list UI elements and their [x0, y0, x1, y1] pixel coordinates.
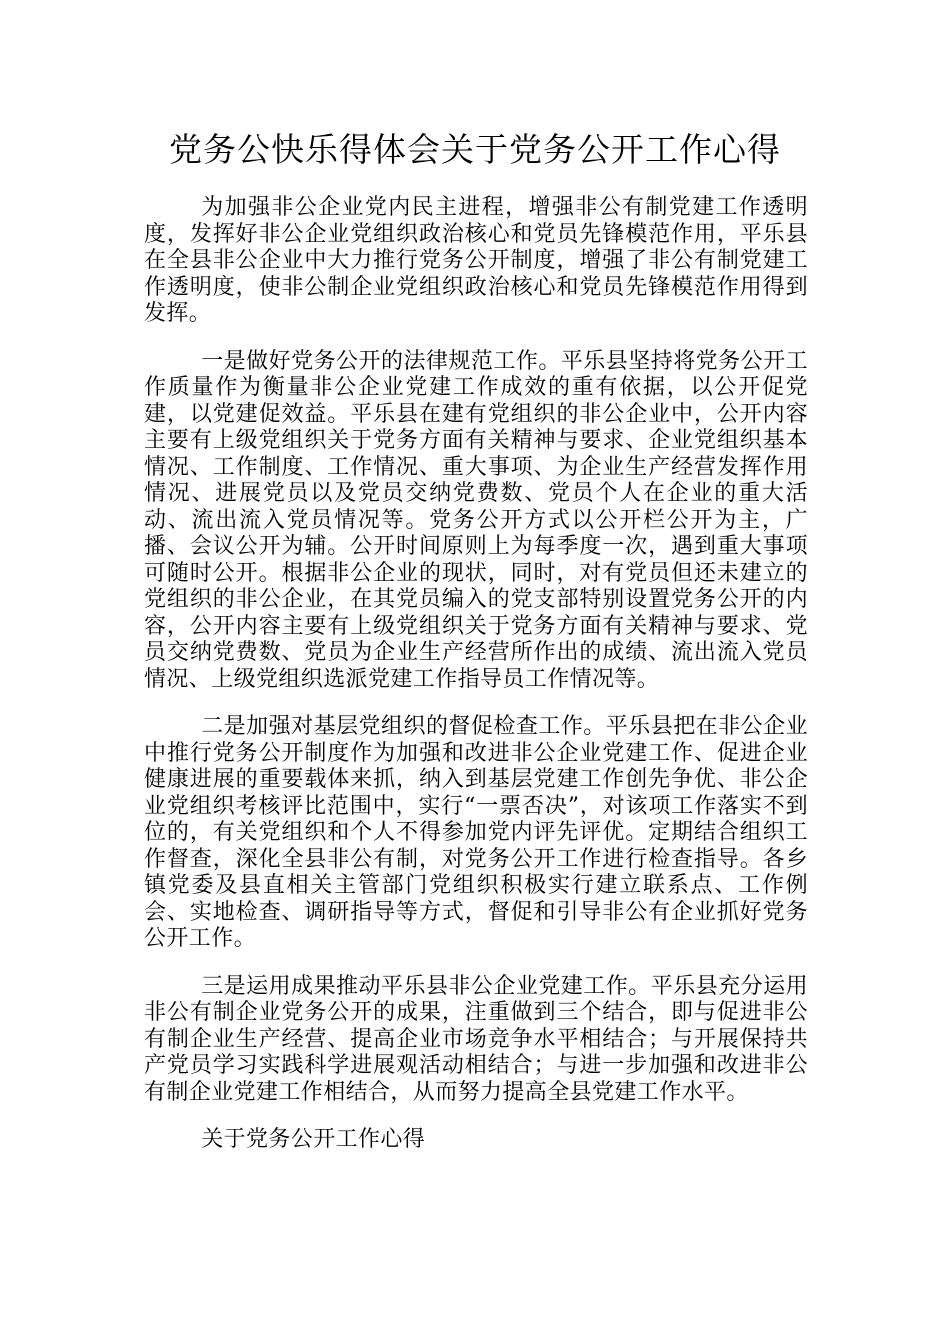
intro-paragraph: 为加强非公企业党内民主进程，增强非公有制党建工作透明度，发挥好非公企业党组织政治核心和党员先锋模范作用，平乐县在全县非公企业中大力推行党务公开制度，增强了非公有制党建工作透明度，使非公制企业党组织政治核心和党员先锋模范作用得到发挥。 [144, 195, 808, 326]
document-body [144, 195, 808, 1175]
point-two-paragraph: 二是加强对基层党组织的督促检查工作。平乐县把在非公企业中推行党务公开制度作为加强和改进非公企业党建工作、促进企业健康进展的重要载体来抓，纳入到基层党建工作创先争优、非公企业党组织考核评比范围中，实行“一票否决”，对该项工作落实不到位的，有关党组织和个人不得参加党内评先评优。定期结合组织工作督查，深化全县非公有制，对党务公开工作进行检查指导。各乡镇党委及县直相关主管部门党组织积极实行建立联系点、工作例会、实地检查、调研指导等方式，督促和引导非公有企业抓好党务公开工作。 [144, 714, 808, 951]
point-one-paragraph: 一是做好党务公开的法律规范工作。平乐县坚持将党务公开工作质量作为衡量非公企业党建工作成效的重有依据，以公开促党建，以党建促效益。平乐县在建有党组织的非公企业中，公开内容主要有上级党组织关于党务方面有关精神与要求、企业党组织基本情况、工作制度、工作情况、重大事项、为企业生产经营发挥作用情况、进展党员以及党员交纳党费数、党员个人在企业的重大活动、流出流入党员情况等。党务公开方式以公开栏公开为主，广播、会议公开为辅。公开时间原则上为每季度一次，遇到重大事项可随时公开。根据非公企业的现状，同时，对有党员但还未建立的党组织的非公企业，在其党员编入的党支部特别设置党务公开的内容，公开内容主要有上级党组织关于党务方面有关精神与要求、党员交纳党费数、党员为企业生产经营所作出的成绩、流出流入党员情况、上级党组织选派党建工作指导员工作情况等。 [144, 348, 808, 692]
closing-line: 关于党务公开工作心得 [201, 1127, 426, 1152]
document-title: 党务公快乐得体会关于党务公开工作心得 [169, 130, 781, 169]
point-three-paragraph: 三是运用成果推动平乐县非公企业党建工作。平乐县充分运用非公有制企业党务公开的成果，注重做到三个结合，即与促进非公有制企业生产经营、提高企业市场竞争水平相结合；与开展保持共产党员学习实践科学进展观活动相结合；与进一步加强和改进非公有制企业党建工作相结合，从而努力提高全县党建工作水平。 [144, 973, 808, 1105]
